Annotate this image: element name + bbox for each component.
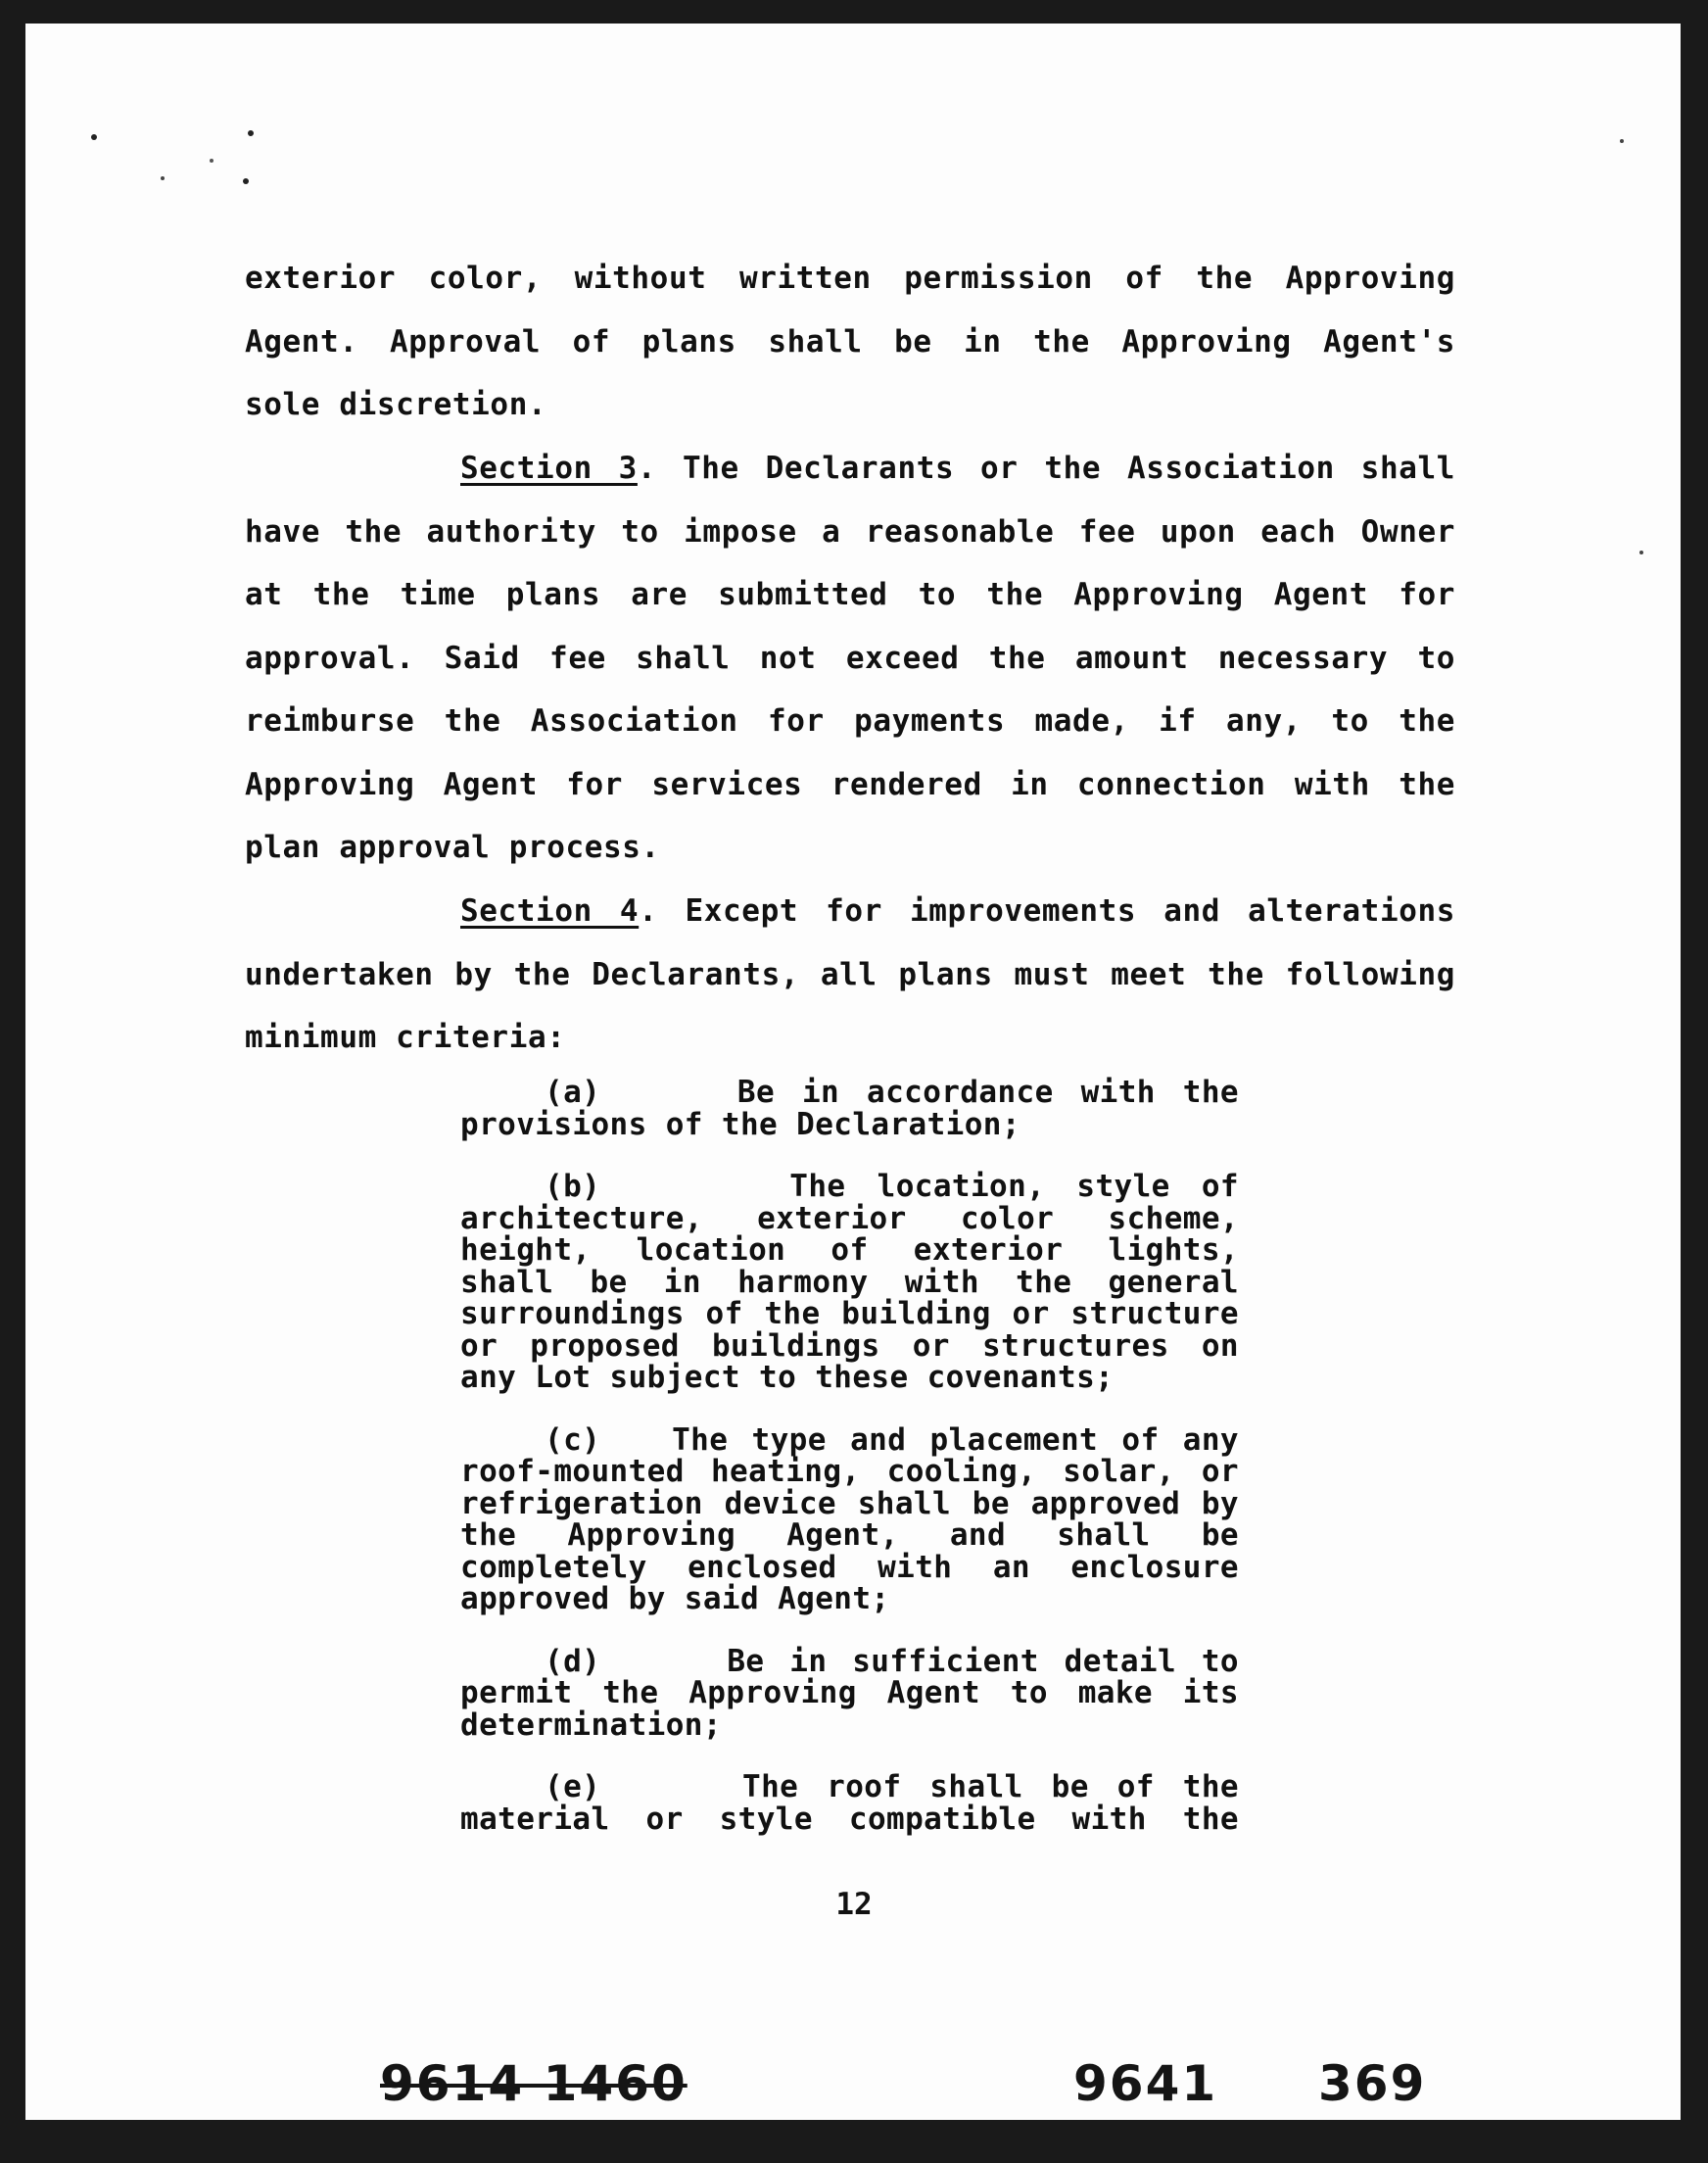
text-line: exterior color, without written permission of the Approving [245,261,1455,296]
text-fragment: The type and placement of any [672,1421,1239,1458]
section-4-heading: Section 4 [460,893,640,929]
criterion-first-line [460,1171,1239,1203]
criterion-label: (a) [545,1075,601,1110]
text-line: refrigeration device shall be approved by [460,1485,1239,1521]
text-line: sole discretion. [245,387,547,422]
criterion-a [460,1077,1239,1140]
criterion-c [460,1421,1239,1616]
text-line: height, location of exterior lights, [460,1232,1239,1268]
section-3-first-line [245,437,1455,501]
text-line: determination; [460,1706,722,1743]
criterion-first-line [460,1643,1239,1679]
text-line: shall be in harmony with the general [460,1264,1239,1300]
text-line: Agent. Approval of plans shall be in the Approving Agent's [245,323,1455,360]
recording-book-number: 9641 [1073,2055,1218,2112]
text-line: or proposed buildings or structures on [460,1327,1239,1364]
text-fragment: The roof shall be of the [742,1769,1239,1804]
recording-page-number: 369 [1318,2055,1427,2112]
text-line: the Approving Agent, and shall be [460,1517,1239,1553]
criterion-first-line [460,1077,1239,1109]
paragraph-continuation [245,247,1455,437]
criterion-label: (e) [545,1769,601,1804]
text-line: any Lot subject to these covenants; [460,1360,1115,1395]
criterion-b [460,1171,1239,1394]
text-line: minimum criteria: [245,1020,566,1055]
text-line: approval. Said fee shall not exceed the amount necessary to [245,640,1455,676]
criterion-label: (d) [545,1643,601,1679]
section-3-heading: Section 3 [460,451,638,486]
criterion-label: (b) [545,1169,601,1204]
section-4 [245,880,1455,1070]
text-line: Approving Agent for services rendered in connection with the [245,766,1455,802]
text-line: roof-mounted heating, cooling, solar, or [460,1454,1239,1489]
criterion-first-line [460,1771,1239,1803]
text-line: surroundings of the building or structure [460,1296,1239,1331]
text-line: plan approval process. [245,830,660,865]
text-line: provisions of the Declaration; [460,1106,1020,1142]
text-line: permit the Approving Agent to make its [460,1675,1239,1710]
criterion-d [460,1643,1239,1743]
criterion-first-line [460,1421,1239,1458]
text-line: architecture, exterior color scheme, [460,1200,1239,1236]
criterion-label: (c) [545,1421,601,1458]
text-line: reimburse the Association for payments made, if any, to the [245,703,1455,739]
criterion-e [460,1771,1239,1835]
text-line: undertaken by the Declarants, all plans must meet the following [245,956,1455,992]
text-line: material or style compatible with the [460,1801,1239,1837]
text-fragment: . The Declarants or the Association shall [637,451,1455,486]
text-line: completely enclosed with an enclosure [460,1549,1239,1585]
text-fragment: Be in sufficient detail to [727,1643,1239,1679]
text-line: approved by said Agent; [460,1581,890,1616]
section-4-first-line [245,880,1455,943]
text-fragment: The location, style of [789,1169,1239,1204]
text-line: have the authority to impose a reasonable fee upon each Owner [245,513,1455,550]
section-3 [245,437,1455,880]
text-fragment: . Except for improvements and alterations [639,893,1456,929]
criteria-list [460,1077,1239,1865]
page-number: 12 [835,1887,873,1922]
text-line: at the time plans are submitted to the Approving Agent for [245,577,1455,612]
text-fragment: Be in accordance with the [736,1075,1239,1110]
struck-recording-stamp: 9614 1460 [380,2055,688,2112]
